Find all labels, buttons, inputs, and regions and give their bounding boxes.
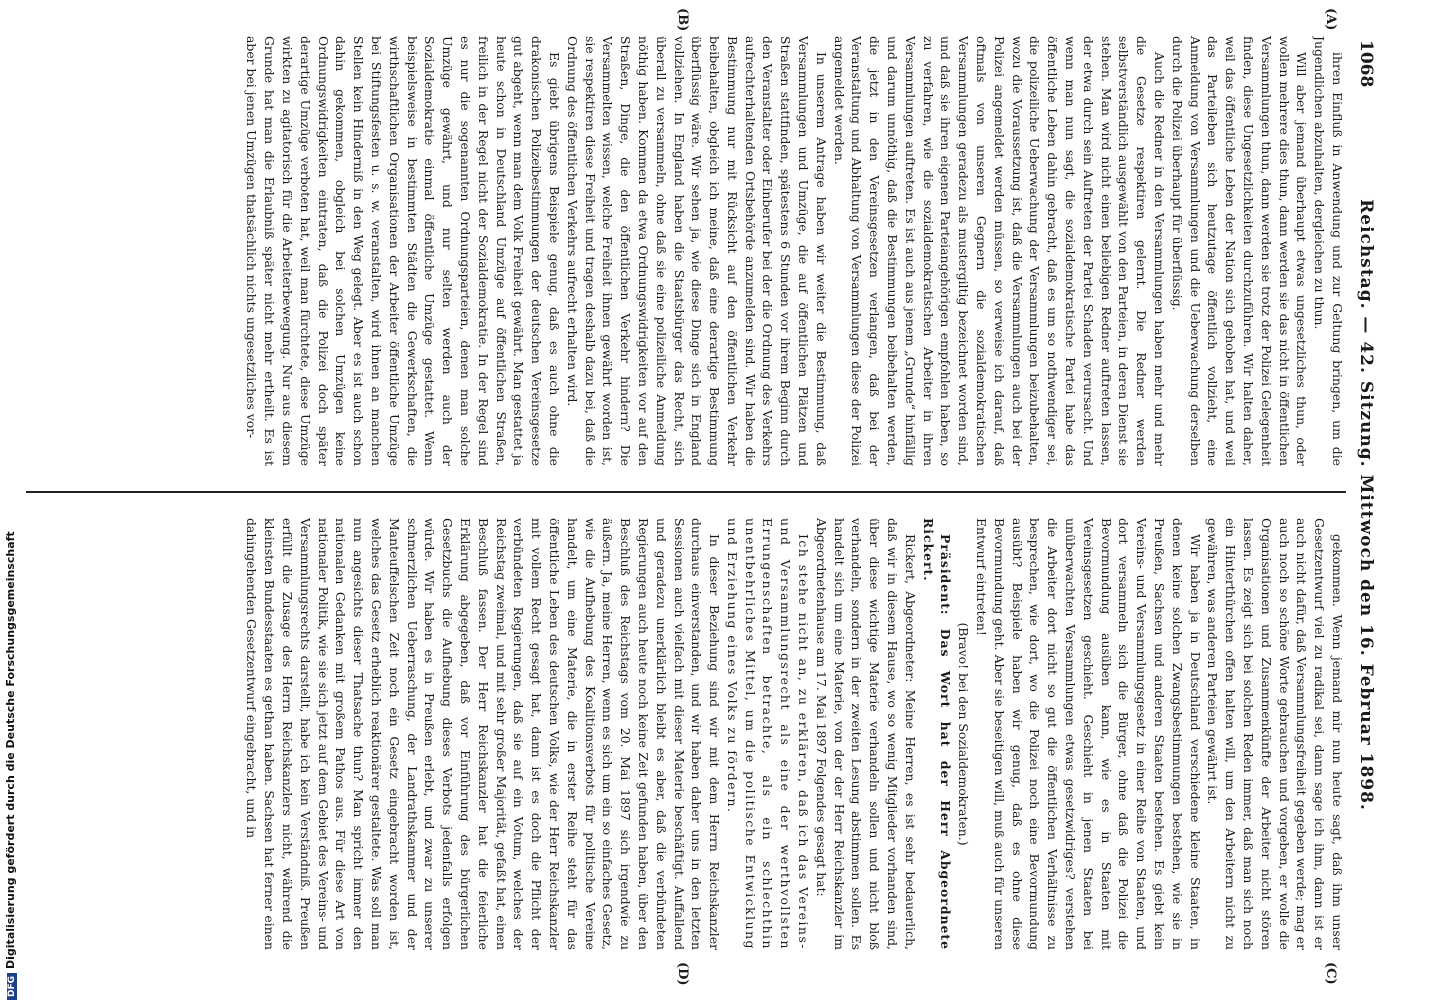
paragraph: Auch die Redner in den Versammlungen haben mehr und mehr die Gesetze respektiren gelernt. Die Redner werden selbstverständlich ausgewählt von den Parteien, in deren Dienst sie stehen. Man wird nicht einen beliebigen Redner auftreten lassen, der etwa durch sein Auftreten der Partei Schaden verursacht. Und wenn man nun sagt, die sozialdemokratische Partei habe das öffentliche Leben dahin gebracht, daß es um so nothwendiger sei, die polizeiliche Ueberwachung der Versammlungen beizubehalten, wozu die Voraussetzung ist, daß die Versammlungen auch bei der Polizei angemeldet werden müssen, so verweise ich darauf, daß oftmals von unseren Gegnern die sozialdemokratischen Versammlungen geradezu als mustergiltig bezeichnet worden sind, und daß sie ihren eigenen Parteiangehörigen empfohlen haben, so zu verfahren, wie die sozialdemokratischen Arbeiter in ihren Versammlungen auftreten. Es ist auch aus jenem „Grunde“ hinfällig und darum unnöthig, daß die Bestimmungen beibehalten werden, die jetzt in den Vereinsgesetzen verlangen, daß bei der Veranstaltung und Abhaltung von Versammlungen diese der Polizei angemeldet werden.	[831, 36, 1168, 466]
margin-marker-a: (A)	[1323, 8, 1338, 31]
page-number: 1068	[1356, 40, 1376, 88]
speech-rickert: Rickert, Abgeordneter: Meine Herren, es ist sehr bedauerlich, daß wir in diesem Hause, wo so wenig Mitglieder vorhanden sind, über diese wichtige Materie verhandeln sollen und nicht bloß verhandeln, sondern in der zweiten Lesung abstimmen sollen. Es handelt sich um eine Materie, von der der Herr Reichskanzler im Abgeordnetenhause am 17. Mai 1897 Folgendes gesagt hat:	[813, 518, 918, 950]
dfg-logo: DFG	[7, 973, 17, 1000]
digitization-credit	[4, 531, 17, 1000]
left-column	[26, 36, 1346, 466]
paragraph: In dieser Beziehung sind wir mit dem Herrn Reichskanzler durchaus einverstanden, und wir haben daher uns in den letzten Sessionen auch vielfach mit dieser Materie beschäftigt. Auffallend und geradezu unerklärlich bleibt es aber, daß die verbündeten Regierungen auch heute noch keine Zeit gefunden haben, über den Beschluß des Reichstags vom 20. Mai 1897 sich irgendwie zu äußern. Ja, meine Herren, wenn es sich um ein so einfaches Gesetz, wie die Aufhebung des Koalitionsverbots für politische Vereine handelt, um eine Materie, die in erster Reihe steht für das öffentliche Leben des deutschen Volks, wie der Herr Reichskanzler mit vollem Recht gesagt hat, dann ist es doch die Pflicht der verbündeten Regierungen, daß sie auf ein Votum, welches der Reichstag zweimal, und mit sehr großer Majorität, gefaßt hat, einen Beschluß fassen. Der Herr Reichskanzler hat die feierliche Erklärung abgegeben, daß vor Einführung des bürgerlichen Gesetzbuchs die Aufhebung dieses Verbots jedenfalls erfolgen würde. Wir haben es in Preußen erlebt, und zwar zu unserer schmerzlichen Ueberraschung, der Landrathskammer und der Manteuffelschen Zeit noch ein Gesetz eingebracht worden ist, welches das Gesetz erheblich reaktionärer gestaltete. Was soll man nun angesichts dieser Thatsache thun? Man spricht immer den nationalen Gedanken mit großem Pathos aus. Für diese Art von nationaler Politik, wie sie sich jetzt auf dem Gebiet des Vereins- und Versammlungsrechts darstellt, habe ich kein Verständniß. Preußen erfüllt die Zusage des Herrn Reichskanzlers nicht, während die kleinsten Bundesstaaten es gethan haben. Sachsen hat ferner einen dahingehenden Gesetzentwurf eingebracht, und in	[244, 518, 723, 950]
right-column	[26, 518, 1346, 950]
credit-text: Digitalisierung gefördert durch die Deutsche Forschungsgemeinschaft	[4, 531, 17, 969]
page-header	[1352, 40, 1376, 970]
margin-marker-c: (C)	[1323, 962, 1338, 985]
quotation: Ich stehe nicht an, zu erklären, daß ich das Vereins- und Versammlungsrecht als eine der werthvollsten Errungenschaften betrachte, als ein schlechthin unentbehrliches Mittel, um die politische Entwicklung und Erziehung eines Volks zu fördern.	[724, 518, 812, 950]
paragraph: In unserem Antrage haben wir weiter die Bestimmung, daß Versammlungen und Umzüge, die auf öffentlichen Plätzen und Straßen stattfinden, spätestens 6 Stunden vor ihrem Beginn durch den Veranstalter oder Einberufer bei der die Ordnung des Verkehrs aufrechterhaltenden Ortsbehörde anzumelden sind. Wir haben die Bestimmung nur mit Rücksicht auf den öffentlichen Verkehr beibehalten, obgleich ich meine, daß eine derartige Bestimmung überflüssig wäre. Wir sehen ja, wie diese Dinge sich in England vollziehen. In England haben die Staatsbürger das Recht, sich überall zu versammeln, ohne daß sie eine polizeiliche Anmeldung nöthig haben. Kommen da etwa Ordnungswidrigkeiten vor auf den Straßen, Dinge, die den öffentlichen Verkehr hindern? Die Versammelten wissen, welche Freiheit ihnen gewährt worden ist, sie respektiren diese Freiheit und tragen deshalb dazu bei, daß die Ordnung des öffentlichen Verkehrs aufrecht erhalten wird.	[564, 36, 829, 466]
applause-note: (Bravo! bei den Sozialdemokraten.)	[956, 622, 972, 846]
speaker-president: Präsident: Das Wort hat der Herr Abgeordnete Rickert.	[920, 518, 954, 950]
rotated-page	[10, 0, 1390, 1000]
paragraph: Es giebt übrigens Beispiele genug, daß es auch ohne die drakonischen Polizeibestimmungen der deutschen Vereinsgesetze gut abgeht, wenn man dem Volk Freiheit gewährt. Man gestattet ja heute schon in Deutschland Umzüge auf öffentlichen Straßen, freilich in der Regel nicht der Sozialdemokratie. In der Regel sind es nur die sogenannten Ordnungsparteien, denen man solche Umzüge gewährt, und nur selten werden auch der Sozialdemokratie einmal öffentliche Umzüge gestattet. Wenn beispielsweise in bestimmten Städten die Gewerkschaften, die wirthschaftlichen Organisationen der Arbeiter öffentliche Umzüge bei Stiftungsfesten u. s. w. veranstalten, wird ihnen an manchen Stellen kein Hinderniß in den Weg gelegt. Aber es ist auch schon dahin gekommen, obgleich bei solchen Umzügen keine Ordnungswidrigkeiten eintraten, daß die Polizei doch später derartige Umzüge verboten hat, weil man fürchtete, diese Umzüge wirkten zu agitatorisch für die Arbeiterbewegung. Nur aus diesem Grunde hat man die Erlaubniß später nicht mehr ertheilt. Es ist aber bei jenen Umzügen thatsächlich nichts ungesetzliches vor-	[244, 36, 562, 466]
paragraph: ihren Einfluß in Anwendung und zur Geltung bringen, um die Jugendlichen abzuhalten, dergleichen zu thun.	[1312, 36, 1345, 466]
paragraph: Wir haben ja in Deutschland verschiedene kleine Staaten, in denen keine solchen Zwangsbestimmungen bestehen, wie sie in Preußen, Sachsen und anderen Staaten bestehen. Es giebt kein Vereins- und Versammlungsgesetz in einer Reihe von Staaten, und dort versammeln sich die Bürger, ohne daß die Polizei die Bevormundung ausüben kann, wie es in Staaten mit Vereinsgesetzen geschieht. Geschieht in jenen Staaten bei unüberwachten Versammlungen etwas gesetzwidriges? verstehen die Arbeiter dort nicht so gut die öffentlichen Verhältnisse zu besprechen, wie dort, wo die Polizei noch eine Bevormundung ausübt? Beispiele haben wir genug, daß es ohne diese Bevormundung geht. Aber sie beseitigen will, muß auch für unseren Entwurf eintreten!	[974, 518, 1203, 950]
margin-marker-b: (B)	[675, 8, 690, 32]
paragraph: gekommen. Wenn jemand mir nun heute sagt, daß ihm unser Gesetzentwurf viel zu radikal sei, dann sage ich ihm, dann ist er auch nicht dafür, daß Versammlungsfreiheit gegeben werde; mag er auch noch so schöne Worte gebrauchen und vorgeben, er wolle die Organisationen und Zusammenkünfte der Arbeiter nicht stören lassen. Es zeigt sich bei solchen Reden immer, daß man sich noch ein Hinterthürchen offen halten will, um den Arbeitern nicht zu gewähren, was anderen Parteien gewährt ist.	[1205, 518, 1345, 950]
paragraph: Will aber jemand überhaupt etwas ungesetzliches thun, oder wollen mehrere dies thun, dann werden sie das nicht in öffentlichen Versammlungen thun, dann werden sie trotz der Polizei Gelegenheit finden, diese Ungesetzlichkeiten durchzuführen. Wir halten daher, weil das öffentliche Leben der Nation sich gehoben hat, und weil das Parteileben sich heutzutage öffentlich vollzieht, eine Anmeldung von Versammlungen und die Ueberwachung derselben durch die Polizei überhaupt für überflüssig.	[1169, 36, 1310, 466]
margin-marker-d: (D)	[675, 962, 690, 986]
column-divider	[26, 491, 1346, 493]
page-title: Reichstag. — 42. Sitzung. Mittwoch den 16. Februar 1898.	[1356, 199, 1376, 811]
